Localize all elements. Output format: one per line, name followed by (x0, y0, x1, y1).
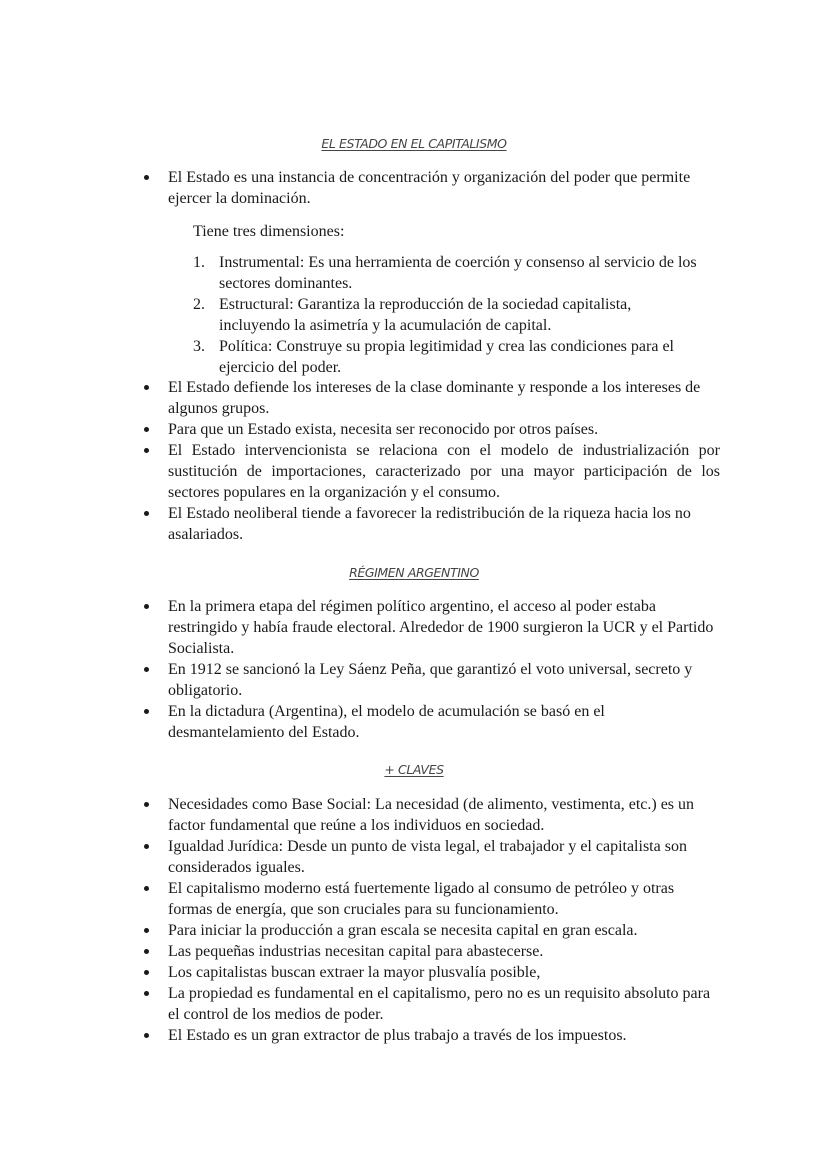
list-item: Los capitalistas buscan extraer la mayor plusvalía posible, (140, 962, 720, 983)
bullet-icon (144, 667, 149, 672)
list-item: En la dictadura (Argentina), el modelo de acumulación se basó en el desmantelamiento del Estado. (140, 701, 720, 743)
bullet-icon (144, 604, 149, 609)
section-heading-regimen: RÉGIMEN ARGENTINO (349, 565, 479, 580)
list-item: El Estado intervencionista se relaciona con el modelo de industrialización por sustitución de importaciones, caracterizado por una mayor participación de los sectores populares en la organización y el consumo. (140, 440, 720, 503)
bullet-icon (144, 385, 149, 390)
list-item: Las pequeñas industrias necesitan capital para abastecerse. (140, 941, 720, 962)
dimensions-numbered-list (193, 252, 703, 378)
list-item: El Estado es una instancia de concentración y organización del poder que permite ejercer la dominación. (140, 167, 720, 209)
bullet-icon (144, 175, 149, 180)
bullet-icon (144, 949, 149, 954)
list-item: El Estado es un gran extractor de plus trabajo a través de los impuestos. (140, 1025, 720, 1046)
bullet-icon (144, 886, 149, 891)
claves-bullet-list (140, 794, 720, 1046)
sub-intro-text: Tiene tres dimensiones: (193, 223, 345, 240)
bullet-icon (144, 970, 149, 975)
intro-bullet-list (140, 167, 720, 209)
list-item: Para iniciar la producción a gran escala se necesita capital en gran escala. (140, 920, 720, 941)
bullet-icon (144, 709, 149, 714)
bullet-icon (144, 511, 149, 516)
list-item: 1. Instrumental: Es una herramienta de coerción y consenso al servicio de los sectores dominantes. (193, 254, 697, 292)
bullet-icon (144, 1033, 149, 1038)
estado-bullet-list (140, 377, 720, 545)
bullet-icon (144, 427, 149, 432)
list-item: El Estado neoliberal tiende a favorecer la redistribución de la riqueza hacia los no asalariados. (140, 503, 720, 545)
list-item: En 1912 se sancionó la Ley Sáenz Peña, que garantizó el voto universal, secreto y obligatorio. (140, 659, 720, 701)
bullet-icon (144, 802, 149, 807)
list-item: Igualdad Jurídica: Desde un punto de vista legal, el trabajador y el capitalista son considerados iguales. (140, 836, 720, 878)
list-item: Necesidades como Base Social: La necesidad (de alimento, vestimenta, etc.) es un factor fundamental que reúne a los individuos en sociedad. (140, 794, 720, 836)
bullet-icon (144, 448, 149, 453)
bullet-icon (144, 991, 149, 996)
bullet-icon (144, 844, 149, 849)
section-heading-estado: EL ESTADO EN EL CAPITALISMO (321, 136, 507, 151)
regimen-bullet-list (140, 596, 720, 743)
list-item: 2. Estructural: Garantiza la reproducción de la sociedad capitalista, incluyendo la asimetría y la acumulación de capital. (193, 296, 632, 334)
list-item: Para que un Estado exista, necesita ser reconocido por otros países. (140, 419, 720, 440)
list-item: El capitalismo moderno está fuertemente ligado al consumo de petróleo y otras formas de energía, que son cruciales para su funcionamiento. (140, 878, 720, 920)
section-heading-claves: + CLAVES (384, 762, 444, 777)
bullet-icon (144, 928, 149, 933)
list-item: En la primera etapa del régimen político argentino, el acceso al poder estaba restringido y había fraude electoral. Alrededor de 1900 surgieron la UCR y el Partido Socialista. (140, 596, 720, 659)
list-item: 3. Política: Construye su propia legitimidad y crea las condiciones para el ejercicio del poder. (193, 338, 674, 376)
list-item: El Estado defiende los intereses de la clase dominante y responde a los intereses de algunos grupos. (140, 377, 720, 419)
list-item: La propiedad es fundamental en el capitalismo, pero no es un requisito absoluto para el control de los medios de poder. (140, 983, 720, 1025)
